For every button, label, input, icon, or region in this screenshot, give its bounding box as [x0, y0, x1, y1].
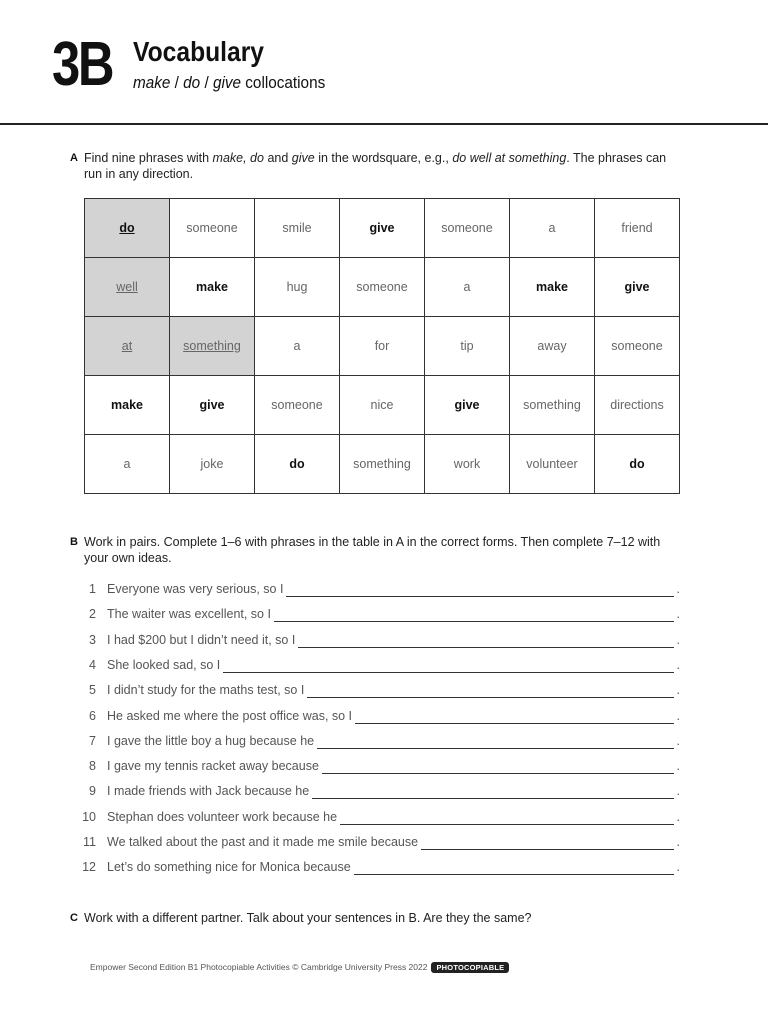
wordsquare-word: tip [460, 339, 474, 353]
wordsquare-cell [510, 199, 595, 258]
wordsquare-cell [255, 317, 340, 376]
wordsquare-cell [85, 317, 170, 376]
answer-line[interactable] [355, 723, 674, 724]
wordsquare-cell [340, 258, 425, 317]
wordsquare-word: something [183, 339, 241, 353]
wordsquare-cell [425, 258, 510, 317]
wordsquare-cell [85, 376, 170, 435]
subtitle-word-give: give [212, 73, 242, 92]
wordsquare-word: work [453, 457, 481, 471]
sentence-end-period: . [676, 632, 680, 647]
wordsquare-word: give [454, 398, 480, 412]
exercise-prompt: We talked about the past and it made me smile because [107, 835, 419, 849]
exercise-prompt: She looked sad, so I [107, 657, 221, 672]
exercise-number: 6 [89, 708, 96, 723]
section-b-letter: B [70, 536, 78, 548]
wordsquare-cell [340, 376, 425, 435]
wordsquare-word: someone [271, 398, 323, 412]
header-divider [0, 123, 768, 125]
exercise-item [80, 709, 690, 729]
wordsquare-word: a [463, 280, 471, 294]
instr-italic: make, do [212, 151, 264, 165]
answer-line[interactable] [322, 773, 674, 774]
wordsquare-cell [170, 376, 255, 435]
exercise-prompt: Let’s do something nice for Monica because [107, 860, 351, 875]
wordsquare-row [85, 258, 680, 317]
wordsquare-cell [170, 435, 255, 494]
wordsquare-word: make [111, 398, 143, 412]
exercise-prompt: I made friends with Jack because he [107, 784, 310, 799]
wordsquare-cell [340, 199, 425, 258]
wordsquare-cell [595, 199, 680, 258]
exercise-prompt: He asked me where the post office was, so I [107, 708, 353, 723]
sentence-end-period: . [676, 657, 680, 672]
wordsquare-cell [425, 317, 510, 376]
wordsquare-cell [595, 317, 680, 376]
exercise-item [80, 810, 690, 830]
exercise-item [80, 734, 690, 754]
exercise-number: 8 [89, 759, 96, 774]
answer-line[interactable] [286, 596, 674, 597]
instr-italic: give [291, 151, 315, 165]
exercise-item [80, 607, 690, 627]
wordsquare-cell [340, 317, 425, 376]
wordsquare-cell [255, 258, 340, 317]
wordsquare-word: nice [370, 398, 394, 412]
exercise-number: 10 [82, 809, 96, 824]
subtitle-separator: / [170, 73, 184, 92]
section-a-instruction [84, 150, 684, 182]
subtitle-word-make: make [133, 73, 171, 92]
answer-line[interactable] [274, 621, 674, 622]
wordsquare-cell [510, 258, 595, 317]
wordsquare-word: make [196, 280, 228, 294]
instr-part: in the wordsquare, e.g., [314, 151, 453, 165]
wordsquare-cell [510, 317, 595, 376]
wordsquare-row [85, 376, 680, 435]
sentence-end-period: . [676, 860, 680, 875]
exercise-number: 5 [89, 683, 96, 698]
wordsquare-word: something [353, 457, 411, 471]
wordsquare-word: smile [282, 221, 312, 235]
wordsquare-word: give [369, 221, 395, 235]
exercise-number: 2 [89, 607, 96, 622]
wordsquare-cell [255, 199, 340, 258]
exercise-number: 4 [89, 657, 96, 672]
wordsquare-cell [425, 376, 510, 435]
sentence-end-period: . [676, 683, 680, 698]
sentence-end-period: . [676, 733, 680, 748]
wordsquare-cell [595, 258, 680, 317]
exercise-prompt: The waiter was excellent, so I [107, 607, 271, 622]
wordsquare-table [84, 198, 680, 494]
wordsquare-word: a [293, 339, 301, 353]
wordsquare-word: do [289, 457, 305, 471]
exercise-prompt: I didn’t study for the maths test, so I [107, 683, 305, 698]
exercise-item [80, 683, 690, 703]
wordsquare-cell [255, 376, 340, 435]
wordsquare-cell [85, 199, 170, 258]
section-b-instruction: Work in pairs. Complete 1–6 with phrases in the table in A in the correct forms. Then complete 7–12 with your own ideas. [84, 535, 661, 565]
sentence-end-period: . [676, 784, 680, 799]
wordsquare-word: someone [356, 280, 408, 294]
exercise-item [80, 582, 690, 602]
wordsquare-word: joke [200, 457, 224, 471]
wordsquare-word: give [624, 280, 650, 294]
exercise-prompt: I gave my tennis racket away because [107, 759, 319, 774]
wordsquare-word: someone [186, 221, 238, 235]
exercise-item [80, 633, 690, 653]
wordsquare-cell [170, 317, 255, 376]
wordsquare-word: someone [441, 221, 493, 235]
wordsquare-word: away [537, 339, 567, 353]
exercise-item [80, 784, 690, 804]
instr-part: . The phrases can run in any direction. [84, 151, 667, 181]
sentence-end-period: . [676, 708, 680, 723]
exercise-item [80, 860, 690, 880]
exercise-prompt: Stephan does volunteer work because he [107, 809, 338, 824]
exercise-number: 1 [89, 582, 96, 596]
wordsquare-word: well [116, 280, 138, 294]
section-a-letter: A [70, 152, 78, 164]
wordsquare-word: someone [611, 339, 663, 353]
wordsquare-word: for [374, 339, 390, 353]
wordsquare-cell [425, 199, 510, 258]
wordsquare-cell [595, 376, 680, 435]
wordsquare-word: directions [610, 398, 664, 412]
wordsquare-row [85, 199, 680, 258]
exercise-number: 11 [83, 835, 96, 849]
answer-line[interactable] [307, 697, 674, 698]
exercise-prompt: I gave the little boy a hug because he [107, 733, 315, 748]
answer-line[interactable] [317, 748, 674, 749]
answer-line[interactable] [340, 824, 674, 825]
wordsquare-word: friend [621, 221, 653, 235]
subtitle-rest: collocations [241, 73, 326, 92]
page-title: Vocabulary [133, 36, 265, 67]
sentence-end-period: . [676, 809, 680, 824]
wordsquare-cell [595, 435, 680, 494]
instr-part: Find nine phrases with [84, 151, 213, 165]
wordsquare-word: something [523, 398, 581, 412]
wordsquare-word: make [536, 280, 568, 294]
sentence-end-period: . [676, 607, 680, 622]
wordsquare-cell [85, 258, 170, 317]
exercise-prompt: I had $200 but I didn’t need it, so I [107, 632, 296, 647]
exercise-item [80, 835, 690, 855]
page-subtitle [133, 74, 325, 91]
wordsquare-cell [510, 435, 595, 494]
section-c-instruction: Work with a different partner. Talk about your sentences in B. Are they the same? [84, 911, 532, 925]
photocopiable-badge: PHOTOCOPIABLE [431, 962, 509, 973]
unit-number: 3B [52, 30, 113, 99]
wordsquare-row [85, 317, 680, 376]
wordsquare-word: a [548, 221, 556, 235]
wordsquare-cell [425, 435, 510, 494]
section-c-letter: C [70, 912, 78, 924]
wordsquare-word: give [199, 398, 225, 412]
exercise-item [80, 658, 690, 678]
wordsquare-word: hug [286, 280, 308, 294]
wordsquare-word: at [121, 339, 133, 353]
wordsquare-word: volunteer [526, 457, 578, 471]
answer-line[interactable] [421, 849, 674, 850]
sentence-end-period: . [676, 835, 680, 849]
subtitle-separator: / [200, 73, 213, 92]
exercise-number: 9 [89, 784, 96, 799]
wordsquare-cell [170, 258, 255, 317]
footer [90, 962, 509, 973]
subtitle-word-do: do [183, 73, 201, 92]
footer-credit: Empower Second Edition B1 Photocopiable Activities © Cambridge University Press 2022 [90, 962, 428, 972]
answer-line[interactable] [298, 647, 674, 648]
instr-italic: do well at something [452, 151, 567, 165]
sentence-end-period: . [676, 759, 680, 774]
instr-part: and [263, 151, 292, 165]
answer-line[interactable] [223, 672, 674, 673]
wordsquare-cell [170, 199, 255, 258]
exercise-number: 12 [82, 860, 96, 875]
wordsquare-cell [85, 435, 170, 494]
wordsquare-cell [255, 435, 340, 494]
sentence-end-period: . [676, 582, 680, 596]
wordsquare-word: a [123, 457, 131, 471]
wordsquare-cell [510, 376, 595, 435]
wordsquare-cell [340, 435, 425, 494]
exercise-number: 7 [89, 733, 96, 748]
answer-line[interactable] [312, 798, 674, 799]
wordsquare-word: do [119, 221, 135, 235]
answer-line[interactable] [354, 874, 674, 875]
wordsquare-word: do [629, 457, 645, 471]
wordsquare-row [85, 435, 680, 494]
exercise-item [80, 759, 690, 779]
exercise-number: 3 [89, 632, 96, 647]
exercise-prompt: Everyone was very serious, so I [107, 582, 284, 596]
